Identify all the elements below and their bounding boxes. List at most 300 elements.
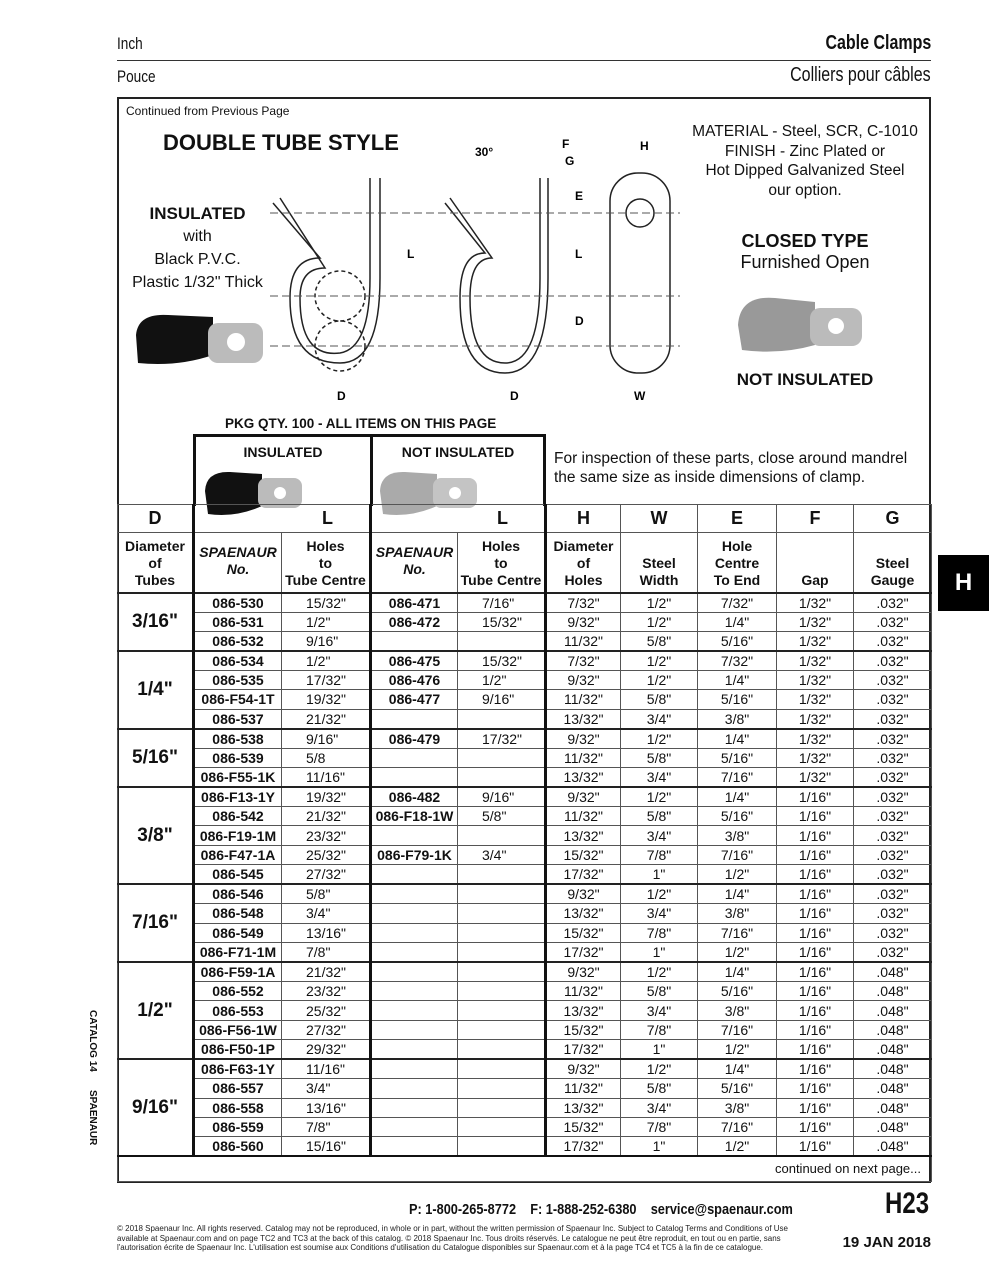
table-cell (458, 943, 546, 963)
table-cell: 7/8" (621, 845, 698, 864)
col-letter: W (621, 505, 698, 533)
part-number: 086-538 (194, 729, 282, 749)
table-cell: .048" (854, 1020, 932, 1039)
header-inch: Inch (117, 34, 143, 53)
material-line: Hot Dipped Galvanized Steel (705, 162, 905, 179)
insulated-title: INSULATED (149, 204, 246, 223)
table-cell: 9/32" (546, 670, 621, 689)
part-number: 086-F47-1A (194, 845, 282, 864)
table-cell: 3/4" (621, 709, 698, 729)
table-cell: 7/8" (621, 1020, 698, 1039)
table-cell: 17/32" (546, 865, 621, 885)
table-cell (458, 1001, 546, 1020)
part-number: 086-472 (371, 612, 458, 631)
table-cell: 3/8" (698, 709, 777, 729)
clamp-diagram (270, 128, 690, 408)
table-row (118, 1117, 932, 1136)
part-number (371, 884, 458, 904)
table-cell: 15/32" (546, 923, 621, 942)
table-cell: 1/2" (698, 865, 777, 885)
table-cell: 1/2" (698, 1040, 777, 1060)
table-cell (458, 631, 546, 651)
table-row (118, 1059, 932, 1079)
table-cell: 7/32" (698, 593, 777, 613)
table-cell: 9/32" (546, 962, 621, 982)
col-header: Steel Gauge (854, 533, 932, 593)
table-cell: 5/8" (621, 690, 698, 709)
table-cell (458, 826, 546, 845)
table-cell (458, 1079, 546, 1098)
part-number: 086-537 (194, 709, 282, 729)
table-cell (458, 1137, 546, 1157)
part-number (371, 982, 458, 1001)
part-number (371, 631, 458, 651)
table-cell: .032" (854, 923, 932, 942)
table-cell: 1/2" (621, 1059, 698, 1079)
table-row (118, 865, 932, 885)
table-cell: 1" (621, 1040, 698, 1060)
table-cell: .032" (854, 884, 932, 904)
table-cell: 19/32" (282, 787, 371, 807)
f-label: F (562, 137, 570, 151)
table-cell: 1/16" (777, 904, 854, 923)
table-cell (458, 962, 546, 982)
part-number: 086-560 (194, 1137, 282, 1157)
table-cell: 7/8" (282, 943, 371, 963)
table-cell: 5/8" (282, 884, 371, 904)
part-number: 086-F55-1K (194, 768, 282, 788)
table-cell: .032" (854, 826, 932, 845)
part-number: 086-F50-1P (194, 1040, 282, 1060)
table-cell: .032" (854, 845, 932, 864)
part-number: 086-F71-1M (194, 943, 282, 963)
tube-diameter: 1/2" (118, 962, 194, 1059)
table-row (118, 884, 932, 904)
table-cell: 25/32" (282, 1001, 371, 1020)
table-cell: 5/16" (698, 807, 777, 826)
table-cell: .048" (854, 1079, 932, 1098)
table-cell: 17/32" (546, 1040, 621, 1060)
table-row (118, 631, 932, 651)
table-cell: 1/2" (621, 962, 698, 982)
header-divider (117, 60, 931, 61)
col-header: Hole Centre To End (698, 533, 777, 593)
table-cell: 13/32" (546, 1001, 621, 1020)
col-header: Diameter of Holes (546, 533, 621, 593)
footer-phone: P: 1-800-265-8772 (409, 1201, 517, 1218)
table-cell: 1/2" (698, 1137, 777, 1157)
group-not-insulated: NOT INSULATED (401, 444, 515, 460)
table-cell: 5/8" (621, 631, 698, 651)
tube-diameter: 1/4" (118, 651, 194, 729)
table-cell: 25/32" (282, 845, 371, 864)
d-label: D (575, 314, 584, 328)
part-number: 086-471 (371, 593, 458, 613)
part-number: 086-539 (194, 748, 282, 767)
col-header: Holes to Tube Centre (282, 533, 371, 593)
table-cell: .032" (854, 768, 932, 788)
table-cell: 3/8" (698, 1001, 777, 1020)
table-cell: 1/16" (777, 787, 854, 807)
table-cell: 3/4" (621, 1098, 698, 1117)
table-row (118, 690, 932, 709)
tube-diameter: 5/16" (118, 729, 194, 787)
material-line: our option. (768, 181, 842, 199)
table-cell: 3/4" (282, 1079, 371, 1098)
table-row (118, 1001, 932, 1020)
table-row (118, 1079, 932, 1098)
table-cell: 1/16" (777, 1098, 854, 1117)
part-number: 086-534 (194, 651, 282, 671)
col-letter: E (698, 505, 777, 533)
part-number (371, 943, 458, 963)
table-cell: 1" (621, 943, 698, 963)
table-row (118, 1137, 932, 1157)
part-number: 086-546 (194, 884, 282, 904)
insulated-line: Black P.V.C. (154, 251, 241, 268)
table-cell: 1" (621, 1137, 698, 1157)
part-number (371, 1059, 458, 1079)
table-cell: 3/4" (458, 845, 546, 864)
part-number: 086-F13-1Y (194, 787, 282, 807)
not-insulated-clamp-image (730, 290, 865, 360)
table-cell: 5/16" (698, 631, 777, 651)
angle-label: 30° (475, 145, 494, 159)
col-header: Diameter of Tubes (118, 533, 194, 593)
table-cell: 1/2" (621, 593, 698, 613)
table-row (118, 943, 932, 963)
d-label: D (510, 389, 519, 403)
table-cell: 1/16" (777, 865, 854, 885)
table-cell: 3/8" (698, 904, 777, 923)
table-cell: 1/2" (621, 884, 698, 904)
inspection-note: For inspection of these parts, close around mandrel the same size as inside dimensions of clamp. (554, 450, 908, 486)
table-cell: 1/16" (777, 884, 854, 904)
part-number (371, 962, 458, 982)
part-number: 086-F63-1Y (194, 1059, 282, 1079)
part-number: 086-F54-1T (194, 690, 282, 709)
table-cell: 15/32" (458, 651, 546, 671)
table-cell: 15/16" (282, 1137, 371, 1157)
tube-diameter: 3/16" (118, 593, 194, 651)
part-number: 086-548 (194, 904, 282, 923)
table-cell (458, 768, 546, 788)
table-cell: 29/32" (282, 1040, 371, 1060)
part-number (371, 1079, 458, 1098)
l-label: L (575, 247, 583, 261)
table-cell: 1/16" (777, 923, 854, 942)
l-label: L (407, 247, 415, 261)
table-cell: 5/8" (621, 748, 698, 767)
table-cell: 9/16" (458, 690, 546, 709)
table-cell: 5/8" (621, 1079, 698, 1098)
table-cell: 1/16" (777, 1079, 854, 1098)
part-number: 086-545 (194, 865, 282, 885)
table-row (118, 787, 932, 807)
part-number: 086-553 (194, 1001, 282, 1020)
table-cell: .048" (854, 982, 932, 1001)
table-cell: 1/32" (777, 612, 854, 631)
e-label: E (575, 189, 584, 203)
table-cell: 7/16" (698, 768, 777, 788)
part-number (371, 865, 458, 885)
table-cell (458, 865, 546, 885)
table-cell: 1/2" (621, 670, 698, 689)
continued-from: Continued from Previous Page (126, 104, 290, 118)
table-cell: .032" (854, 807, 932, 826)
table-cell: 1/16" (777, 807, 854, 826)
part-number: 086-F18-1W (371, 807, 458, 826)
table-cell: 1/16" (777, 1040, 854, 1060)
table-cell: 3/4" (621, 1001, 698, 1020)
table-cell: 1/16" (777, 1059, 854, 1079)
table-cell: 1/4" (698, 884, 777, 904)
table-cell: 21/32" (282, 807, 371, 826)
table-cell: 1/16" (777, 962, 854, 982)
table-cell: 5/8 (282, 748, 371, 767)
table-cell: 1/32" (777, 670, 854, 689)
table-cell: .032" (854, 748, 932, 767)
part-number: 086-476 (371, 670, 458, 689)
table-cell: .032" (854, 709, 932, 729)
table-cell: 1/2" (621, 787, 698, 807)
table-cell: 1" (621, 865, 698, 885)
part-number: 086-F59-1A (194, 962, 282, 982)
table-cell: 17/32" (458, 729, 546, 749)
table-cell: 27/32" (282, 1020, 371, 1039)
table-row (118, 1098, 932, 1117)
footer-email[interactable]: service@spaenaur.com (650, 1201, 793, 1218)
table-cell: 1/16" (777, 1020, 854, 1039)
table-cell: 13/32" (546, 1098, 621, 1117)
footer-date: 19 JAN 2018 (842, 1234, 931, 1251)
table-cell: .048" (854, 1001, 932, 1020)
table-cell: .048" (854, 1040, 932, 1060)
table-cell: 11/32" (546, 1079, 621, 1098)
page-number: H23 (884, 1187, 929, 1220)
col-header: Holes to Tube Centre (458, 533, 546, 593)
table-cell: 7/16" (698, 923, 777, 942)
part-number (371, 1137, 458, 1157)
part-number: 086-542 (194, 807, 282, 826)
part-number: 086-482 (371, 787, 458, 807)
table-cell: .032" (854, 904, 932, 923)
table-cell: 27/32" (282, 865, 371, 885)
h-label: H (640, 139, 649, 153)
table-row (118, 748, 932, 767)
part-number (371, 748, 458, 767)
table-row (118, 845, 932, 864)
table-cell: 5/16" (698, 1079, 777, 1098)
insulated-line: with (183, 228, 212, 245)
table-row (118, 826, 932, 845)
part-number: 086-557 (194, 1079, 282, 1098)
table-cell: 11/16" (282, 1059, 371, 1079)
table-cell: 13/32" (546, 826, 621, 845)
table-cell: .032" (854, 593, 932, 613)
table-cell: 9/16" (282, 729, 371, 749)
table-cell: 9/32" (546, 729, 621, 749)
table-row (118, 768, 932, 788)
table-row (118, 670, 932, 689)
table-cell: .032" (854, 631, 932, 651)
table-cell: 1/32" (777, 768, 854, 788)
table-cell: .048" (854, 1059, 932, 1079)
table-cell: .032" (854, 651, 932, 671)
table-cell: 1/16" (777, 982, 854, 1001)
table-cell: 7/16" (458, 593, 546, 613)
table-row (118, 593, 932, 613)
table-cell: .032" (854, 612, 932, 631)
table-cell: 1/4" (698, 612, 777, 631)
table-cell: 1/4" (698, 1059, 777, 1079)
table-row (118, 807, 932, 826)
table-cell: 1/32" (777, 631, 854, 651)
part-number: 086-549 (194, 923, 282, 942)
table-cell: 1/2" (621, 729, 698, 749)
table-cell: 7/32" (698, 651, 777, 671)
part-number (371, 1040, 458, 1060)
table-cell: 3/4" (621, 768, 698, 788)
part-number (371, 768, 458, 788)
part-number: 086-535 (194, 670, 282, 689)
section-tab-h: H (938, 555, 989, 611)
table-cell: .032" (854, 787, 932, 807)
d-label: D (337, 389, 346, 403)
not-insulated-label: NOT INSULATED (736, 370, 874, 389)
closed-subtitle: Furnished Open (740, 252, 870, 272)
col-letter: H (546, 505, 621, 533)
part-number: 086-F79-1K (371, 845, 458, 864)
footer-fax: F: 1-888-252-6380 (530, 1201, 637, 1218)
table-cell: 5/16" (698, 690, 777, 709)
table-cell: 21/32" (282, 962, 371, 982)
table-cell: 1/16" (777, 1137, 854, 1157)
table-cell: 11/32" (546, 807, 621, 826)
table-cell (458, 1098, 546, 1117)
table-cell: 13/16" (282, 923, 371, 942)
table-cell: 9/32" (546, 884, 621, 904)
table-row (118, 923, 932, 942)
header-pouce: Pouce (117, 67, 156, 86)
table-row (118, 729, 932, 749)
material-line: FINISH - Zinc Plated or (724, 142, 886, 160)
col-header: SPAENAUR No. (194, 533, 282, 593)
table-cell: 1/32" (777, 748, 854, 767)
table-cell: 1/16" (777, 826, 854, 845)
table-cell (458, 748, 546, 767)
table-row (118, 982, 932, 1001)
table-cell: 1/32" (777, 709, 854, 729)
table-cell: 9/16" (282, 631, 371, 651)
part-number (371, 904, 458, 923)
table-cell: 15/32" (458, 612, 546, 631)
col-letter: L (371, 505, 546, 533)
table-cell: 11/32" (546, 982, 621, 1001)
table-cell: 5/16" (698, 748, 777, 767)
w-label: W (634, 389, 646, 403)
table-cell (458, 709, 546, 729)
col-header: SPAENAUR No. (371, 533, 458, 593)
table-cell: 11/32" (546, 631, 621, 651)
table-cell: 7/32" (546, 593, 621, 613)
pkg-qty: PKG QTY. 100 - ALL ITEMS ON THIS PAGE (225, 416, 497, 431)
table-cell: .032" (854, 943, 932, 963)
table-cell: 1/2" (621, 651, 698, 671)
footer-legal: © 2018 Spaenaur Inc. All rights reserved. Catalog may not be reproduced, in whole or in part, without the written permission of Spaenaur Inc. Subject to Catalog Terms and Conditions of Use available at Spaenaur.com and on page TC2 and TC3 at the back of this catalog. © 2018 Spaenaur Inc. Tous droits réservés. Le catalogue ne peut être reproduit, en tout ou en partie, sans l'autorisation écrite de Spaenaur Inc. L'utilisation est soumise aux Conditions d'utilisation du Catalogue disponibles sur Spaenaur.com et à la page TC4 et TC5 à la fin de ce catalogue. (117, 1224, 789, 1252)
table-cell: 7/16" (698, 845, 777, 864)
table-cell (458, 1117, 546, 1136)
table-cell (458, 904, 546, 923)
footer-contact (409, 1201, 793, 1218)
insulated-clamp-image (128, 305, 268, 375)
table-cell: 5/8" (458, 807, 546, 826)
part-number (371, 923, 458, 942)
table-cell: 7/8" (621, 1117, 698, 1136)
table-cell: 3/4" (621, 826, 698, 845)
table-cell: 9/32" (546, 787, 621, 807)
part-number: 086-479 (371, 729, 458, 749)
part-number: 086-F56-1W (194, 1020, 282, 1039)
table-cell: 1/16" (777, 1001, 854, 1020)
table-cell: .048" (854, 1098, 932, 1117)
part-number: 086-552 (194, 982, 282, 1001)
table-cell: 21/32" (282, 709, 371, 729)
table-cell: 19/32" (282, 690, 371, 709)
part-number: 086-475 (371, 651, 458, 671)
part-number: 086-530 (194, 593, 282, 613)
table-cell: .032" (854, 729, 932, 749)
col-letter: G (854, 505, 932, 533)
table-cell: 1/2" (282, 651, 371, 671)
table-cell: .048" (854, 1137, 932, 1157)
table-cell (458, 982, 546, 1001)
part-number (371, 1001, 458, 1020)
tube-diameter: 7/16" (118, 884, 194, 962)
part-number: 086-558 (194, 1098, 282, 1117)
page-title: DOUBLE TUBE STYLE (163, 130, 399, 155)
table-cell: .032" (854, 690, 932, 709)
header-title-fr: Colliers pour câbles (790, 64, 931, 86)
part-number: 086-559 (194, 1117, 282, 1136)
table-cell (458, 1020, 546, 1039)
table-cell: 1/2" (282, 612, 371, 631)
tube-diameter: 9/16" (118, 1059, 194, 1156)
material-block (680, 122, 930, 200)
table-row (118, 709, 932, 729)
part-number: 086-531 (194, 612, 282, 631)
closed-title: CLOSED TYPE (741, 231, 869, 251)
table-cell: 1/4" (698, 670, 777, 689)
table-cell: 13/32" (546, 904, 621, 923)
insulated-line: Plastic 1/32" Thick (132, 274, 263, 291)
table-cell: .048" (854, 1117, 932, 1136)
table-cell: .032" (854, 670, 932, 689)
table-cell: 3/4" (621, 904, 698, 923)
table-cell: 1/16" (777, 1117, 854, 1136)
closed-type-block (690, 231, 920, 273)
table-cell: 7/16" (698, 1117, 777, 1136)
header-title: Cable Clamps (825, 32, 931, 54)
part-number: 086-F19-1M (194, 826, 282, 845)
col-letter: D (118, 505, 194, 533)
table-row (118, 904, 932, 923)
table-cell: 7/8" (621, 923, 698, 942)
table-cell (458, 1059, 546, 1079)
table-cell: 23/32" (282, 826, 371, 845)
part-number (371, 826, 458, 845)
continued-next: continued on next page... (118, 1156, 932, 1181)
